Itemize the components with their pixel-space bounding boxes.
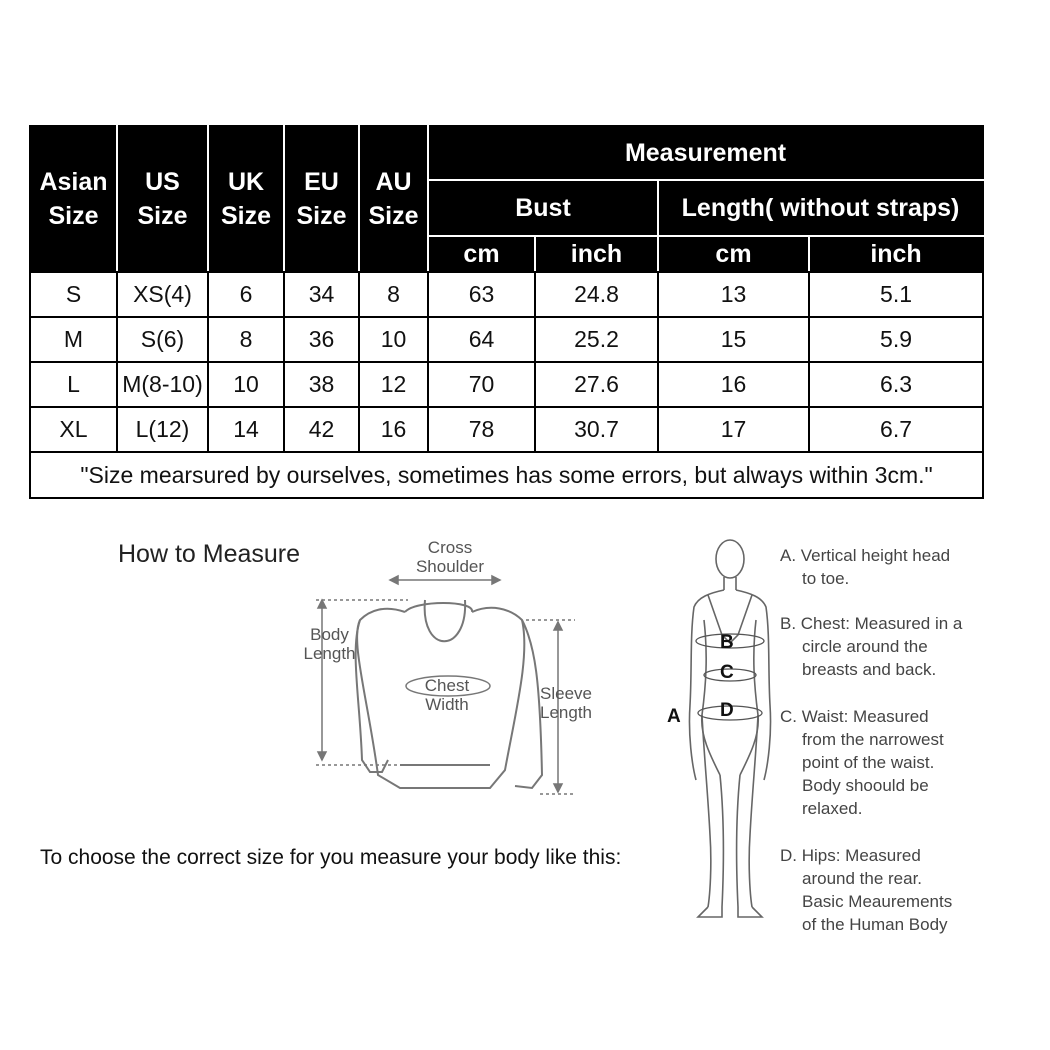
header-us-size: US Size xyxy=(117,126,208,272)
header-uk-size: UK Size xyxy=(208,126,284,272)
table-row xyxy=(30,362,983,407)
table-cell: 6.3 xyxy=(809,362,983,407)
table-cell: 8 xyxy=(208,317,284,362)
table-cell: 5.9 xyxy=(809,317,983,362)
table-cell: XL xyxy=(30,407,117,452)
table-cell: 36 xyxy=(284,317,359,362)
table-cell: 70 xyxy=(428,362,535,407)
table-cell: 30.7 xyxy=(535,407,658,452)
table-cell: 16 xyxy=(658,362,809,407)
table-row xyxy=(30,272,983,317)
legend-b: B. Chest: Measured in a circle around the breasts and back. xyxy=(780,614,963,679)
table-cell: XS(4) xyxy=(117,272,208,317)
header-length-inch: inch xyxy=(809,236,983,272)
body-length-label: Body Length xyxy=(303,625,356,663)
table-cell: 64 xyxy=(428,317,535,362)
table-cell: 14 xyxy=(208,407,284,452)
size-chart-table xyxy=(29,125,984,499)
legend-c: C. Waist: Measured from the narrowest point of the waist. Body shoould be relaxed. xyxy=(780,707,944,818)
table-cell: 6.7 xyxy=(809,407,983,452)
header-bust: Bust xyxy=(428,180,658,236)
table-cell: 78 xyxy=(428,407,535,452)
table-cell: M(8-10) xyxy=(117,362,208,407)
table-cell: L xyxy=(30,362,117,407)
table-cell: S xyxy=(30,272,117,317)
sleeve-length-label: Sleeve Length xyxy=(540,684,592,722)
table-row xyxy=(30,317,983,362)
header-eu-size: EU Size xyxy=(284,126,359,272)
table-cell: 38 xyxy=(284,362,359,407)
table-cell: 17 xyxy=(658,407,809,452)
table-cell: 5.1 xyxy=(809,272,983,317)
table-cell: 16 xyxy=(359,407,428,452)
table-cell: L(12) xyxy=(117,407,208,452)
table-cell: 63 xyxy=(428,272,535,317)
body-letter-b: B xyxy=(720,632,734,653)
table-cell: 13 xyxy=(658,272,809,317)
body-letter-a: A xyxy=(667,706,681,727)
body-letter-c: C xyxy=(720,662,734,683)
table-cell: 8 xyxy=(359,272,428,317)
legend-d: D. Hips: Measured around the rear. Basic Meaurements of the Human Body xyxy=(780,846,953,934)
header-asian-size: Asian Size xyxy=(30,126,117,272)
table-cell: 24.8 xyxy=(535,272,658,317)
header-bust-inch: inch xyxy=(535,236,658,272)
table-cell: S(6) xyxy=(117,317,208,362)
table-cell: 6 xyxy=(208,272,284,317)
legend-a: A. Vertical height head to toe. xyxy=(780,546,951,588)
table-cell: 10 xyxy=(359,317,428,362)
table-row xyxy=(30,407,983,452)
table-cell: 12 xyxy=(359,362,428,407)
table-cell: 27.6 xyxy=(535,362,658,407)
how-to-measure-title: How to Measure xyxy=(118,540,301,568)
chest-width-label: Chest Width xyxy=(424,676,470,714)
table-cell: 10 xyxy=(208,362,284,407)
table-cell: 34 xyxy=(284,272,359,317)
cross-shoulder-label: Cross Shoulder xyxy=(415,538,485,576)
header-length: Length( without straps) xyxy=(658,180,983,236)
measure-intro-text: To choose the correct size for you measure your body like this: xyxy=(40,846,622,869)
table-cell: 15 xyxy=(658,317,809,362)
body-letter-d: D xyxy=(720,700,734,721)
header-au-size: AU Size xyxy=(359,126,428,272)
table-cell: M xyxy=(30,317,117,362)
header-length-cm: cm xyxy=(658,236,809,272)
table-cell: 42 xyxy=(284,407,359,452)
size-note: "Size mearsured by ourselves, sometimes has some errors, but always within 3cm." xyxy=(30,452,983,498)
table-cell: 25.2 xyxy=(535,317,658,362)
header-measurement: Measurement xyxy=(428,126,983,180)
header-bust-cm: cm xyxy=(428,236,535,272)
body-figure-illustration xyxy=(680,535,780,925)
